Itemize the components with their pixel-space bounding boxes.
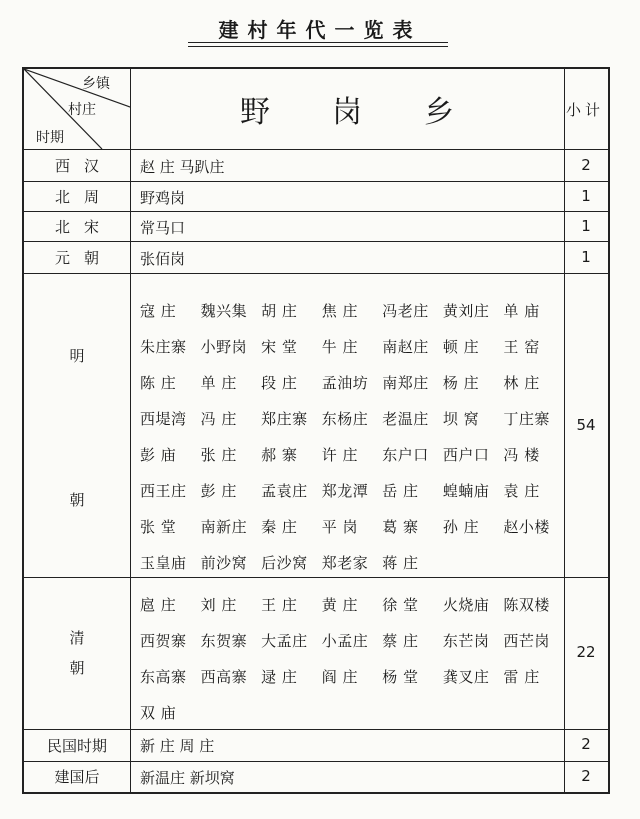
village-name: 南郑庄: [382, 374, 429, 392]
village-name: 王 窑: [503, 338, 540, 356]
period-jianguohou: 建国后: [54, 768, 100, 786]
village-name: 郑老家: [321, 554, 369, 572]
village-name: 西王庄: [140, 482, 187, 500]
period-minguo: 民国时期: [46, 736, 107, 755]
village-name: 双 庙: [140, 704, 177, 722]
village-name: 雷 庄: [503, 668, 540, 686]
village-name: 杨 庄: [442, 374, 480, 392]
village-name: 后沙窝: [261, 554, 308, 572]
period-ming-top: 明: [69, 347, 85, 365]
village-name: 林 庄: [503, 374, 540, 392]
village-name: 郑庄寨: [261, 410, 308, 428]
villages-yuan: 张佰岗: [140, 250, 186, 268]
village-name: 孟油坊: [321, 374, 369, 392]
subtotal-xihan: 2: [581, 156, 591, 174]
village-name: 杨 堂: [382, 668, 419, 686]
corner-label-village: 村庄: [68, 102, 96, 118]
subtotal-header: 小计: [565, 100, 604, 119]
village-name: 龚叉庄: [442, 668, 490, 686]
subtotal-yuan: 1: [581, 248, 591, 266]
village-name: 彭 庄: [200, 482, 237, 500]
village-table: [22, 67, 610, 794]
village-name: 秦 庄: [261, 518, 298, 536]
subtotal-beizhou: 1: [581, 187, 591, 205]
villages-beizhou: 野鸡岗: [140, 189, 186, 207]
village-name: 西贺寨: [140, 632, 187, 650]
village-name: 逯 庄: [261, 668, 298, 686]
corner-label-period: 时期: [36, 130, 64, 146]
village-name: 蔡 庄: [382, 632, 419, 650]
village-name: 蒋 庄: [382, 554, 419, 572]
village-name: 蝗蝻庙: [442, 482, 490, 500]
village-name: 刘 庄: [200, 596, 237, 614]
period-xihan: 西汉: [54, 156, 113, 175]
period-qing-bottom: 朝: [69, 659, 85, 677]
village-name: 阎 庄: [321, 668, 358, 686]
villages-jianguohou: 新温庄 新坝窝: [140, 769, 235, 787]
villages-qing: [140, 587, 564, 731]
row-divider: [24, 273, 608, 274]
village-name: 大孟庄: [261, 632, 308, 650]
title-underline: [188, 42, 448, 43]
subtotal-jianguohou: 2: [581, 767, 591, 785]
village-name: 赵小楼: [503, 518, 550, 536]
village-name: 扈 庄: [140, 596, 177, 614]
villages-beisong: 常马口: [140, 219, 186, 237]
village-name: 冯 楼: [503, 446, 540, 464]
village-name: 黄刘庄: [442, 302, 490, 320]
period-yuan: 元朝: [54, 248, 113, 267]
village-name: 顿 庄: [442, 338, 480, 356]
village-name: 徐 堂: [382, 596, 419, 614]
village-name: 段 庄: [261, 374, 298, 392]
village-name: 东高寨: [140, 668, 187, 686]
period-qing-top: 清: [69, 629, 85, 647]
village-name: 牛 庄: [321, 338, 358, 356]
period-ming-bottom: 朝: [69, 491, 85, 509]
village-name: 前沙窝: [200, 554, 248, 572]
village-name: 袁 庄: [503, 482, 540, 500]
column-divider-period: [130, 69, 131, 792]
villages-ming: [140, 293, 564, 581]
village-name: 东杨庄: [321, 410, 369, 428]
village-name: 南新庄: [200, 518, 248, 536]
village-name: 西芒岗: [503, 632, 550, 650]
village-name: 许 庄: [321, 446, 358, 464]
village-name: 焦 庄: [321, 302, 358, 320]
township-name: 野岗乡: [240, 95, 516, 130]
village-name: 张 庄: [200, 446, 237, 464]
village-name: 陈双楼: [503, 596, 550, 614]
village-name: 玉皇庙: [140, 554, 187, 572]
subtotal-ming: 54: [576, 416, 596, 434]
village-name: 东芒岗: [442, 632, 490, 650]
village-name: 西户口: [442, 446, 490, 464]
village-name: 郝 寨: [261, 446, 298, 464]
village-name: 岳 庄: [382, 482, 419, 500]
village-name: 小野岗: [200, 338, 248, 356]
village-name: 坝 窝: [442, 410, 480, 428]
village-name: 冯老庄: [382, 302, 429, 320]
village-name: 魏兴集: [200, 302, 248, 320]
village-name: 单 庙: [503, 302, 540, 320]
village-name: 黄 庄: [321, 596, 358, 614]
village-name: 东户口: [382, 446, 429, 464]
village-name: 孙 庄: [442, 518, 480, 536]
village-name: 郑龙潭: [321, 482, 369, 500]
village-name: 小孟庄: [321, 632, 369, 650]
village-name: 单 庄: [200, 374, 237, 392]
villages-xihan: 赵 庄 马趴庄: [140, 158, 225, 176]
page-title: 建村年代一览表: [218, 18, 422, 42]
corner-label-township: 乡镇: [82, 76, 110, 92]
village-name: 葛 寨: [382, 518, 419, 536]
village-name: 寇 庄: [140, 302, 177, 320]
village-name: 陈 庄: [140, 374, 177, 392]
title-underline-2: [188, 46, 448, 47]
village-name: 彭 庙: [140, 446, 177, 464]
village-name: 南赵庄: [382, 338, 429, 356]
period-beizhou: 北周: [54, 187, 113, 206]
village-name: 宋 堂: [261, 338, 298, 356]
village-name: 孟袁庄: [261, 482, 308, 500]
subtotal-beisong: 1: [581, 217, 591, 235]
village-name: 丁庄寨: [503, 410, 550, 428]
village-name: 胡 庄: [261, 302, 298, 320]
village-name: 平 岗: [321, 518, 358, 536]
village-name: 朱庄寨: [140, 338, 187, 356]
village-name: 王 庄: [261, 596, 298, 614]
period-beisong: 北宋: [54, 217, 113, 236]
village-name: 西高寨: [200, 668, 248, 686]
village-name: 老温庄: [382, 410, 429, 428]
villages-minguo: 新 庄 周 庄: [140, 737, 215, 755]
village-name: 冯 庄: [200, 410, 237, 428]
subtotal-qing: 22: [576, 643, 596, 661]
village-name: 张 堂: [140, 518, 177, 536]
village-name: 东贺寨: [200, 632, 248, 650]
village-name: 火烧庙: [442, 596, 490, 614]
village-name: 西堤湾: [140, 410, 187, 428]
subtotal-minguo: 2: [581, 735, 591, 753]
